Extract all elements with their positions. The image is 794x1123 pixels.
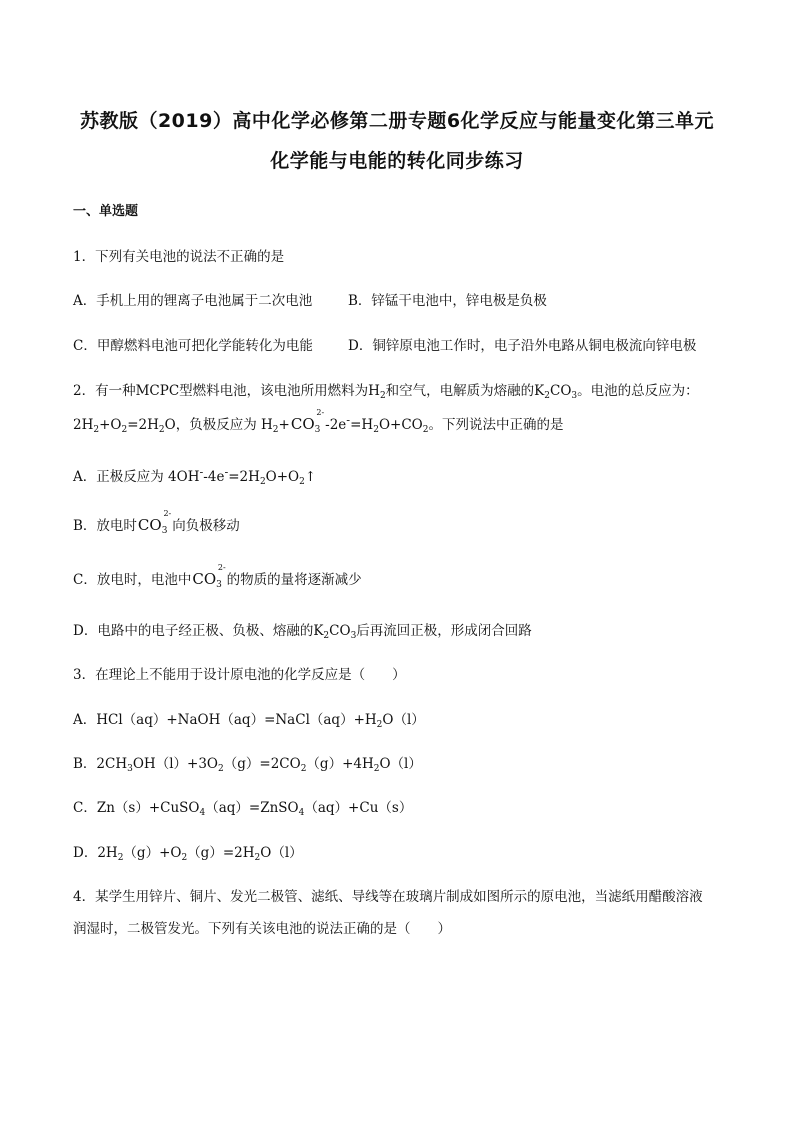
carbonate-ion: $CO_3^{2-}$	[137, 509, 172, 536]
document-title-line-1: 苏教版（2019）高中化学必修第二册专题6化学反应与能量变化第三单元	[79, 110, 715, 132]
q3-option-a: A．$HCl(aq)+NaOH(aq)=NaCl(aq)+H_2O(l)$	[73, 712, 425, 730]
q3-stem: 3．在理论上不能用于设计原电池的化学反应是（ ）	[73, 667, 406, 683]
q3-option-d: D．$2H_2(g)+O_2(g)=2H_2O(l)$	[73, 845, 303, 863]
q1-option-c: C．甲醇燃料电池可把化学能转化为电能	[73, 338, 313, 354]
q2-reactions: $2H_2+O_2=2H_2O$，负极反应为 $H_2+CO_3^{2-}-2e^-=H_2O+CO_2$。下列说法中正确的是	[73, 408, 564, 435]
section-heading: 一、单选题	[73, 204, 139, 219]
carbonate-ion: $CO_3^{2-}$	[290, 408, 325, 435]
q2-stem: 2．有一种MCPC型燃料电池，该电池所用燃料为$H_2$和空气，电解质为熔融的$K_2CO_3$。电池的总反应为：	[73, 383, 699, 401]
q1-option-d: D．铜锌原电池工作时，电子沿外电路从铜电极流向锌电极	[348, 338, 697, 354]
carbonate-ion: $CO_3^{2-}$	[192, 563, 226, 590]
q2-option-c: C．放电时，电池中$CO_3^{2-}$的物质的量将逐渐减少	[73, 563, 362, 590]
q2-option-d: D．电路中的电子经正极、负极、熔融的$K_2CO_3$后再流回正极，形成闭合回路	[73, 623, 532, 641]
q1-option-b: B．锌锰干电池中，锌电极是负极	[348, 293, 547, 309]
document-title-line-2: 化学能与电能的转化同步练习	[270, 150, 524, 172]
q1-option-a: A．手机上用的锂离子电池属于二次电池	[73, 293, 313, 309]
q3-option-b: B．$2CH_3OH(l)+3O_2(g)=2CO_2(g)+4H_2O(l)$	[73, 756, 422, 774]
q2-option-b: B．放电时$CO_3^{2-}$向负极移动	[73, 509, 240, 536]
q2-option-a: A．正极反应为 $4OH^--4e^-=2H_2O+O_2↑$	[73, 465, 317, 487]
q1-stem: 1．下列有关电池的说法不正确的是	[73, 249, 285, 265]
q4-stem-line-1: 4．某学生用锌片、铜片、发光二极管、滤纸、导线等在玻璃片制成如图所示的原电池，当滤纸用醋酸溶液	[73, 889, 703, 905]
q4-stem-line-2: 润湿时，二极管发光。下列有关该电池的说法正确的是（ ）	[73, 921, 451, 937]
q3-option-c: C．Zn（s）+CuSO$_4$（aq）=ZnSO$_4$（aq）+Cu（s）	[73, 800, 413, 818]
